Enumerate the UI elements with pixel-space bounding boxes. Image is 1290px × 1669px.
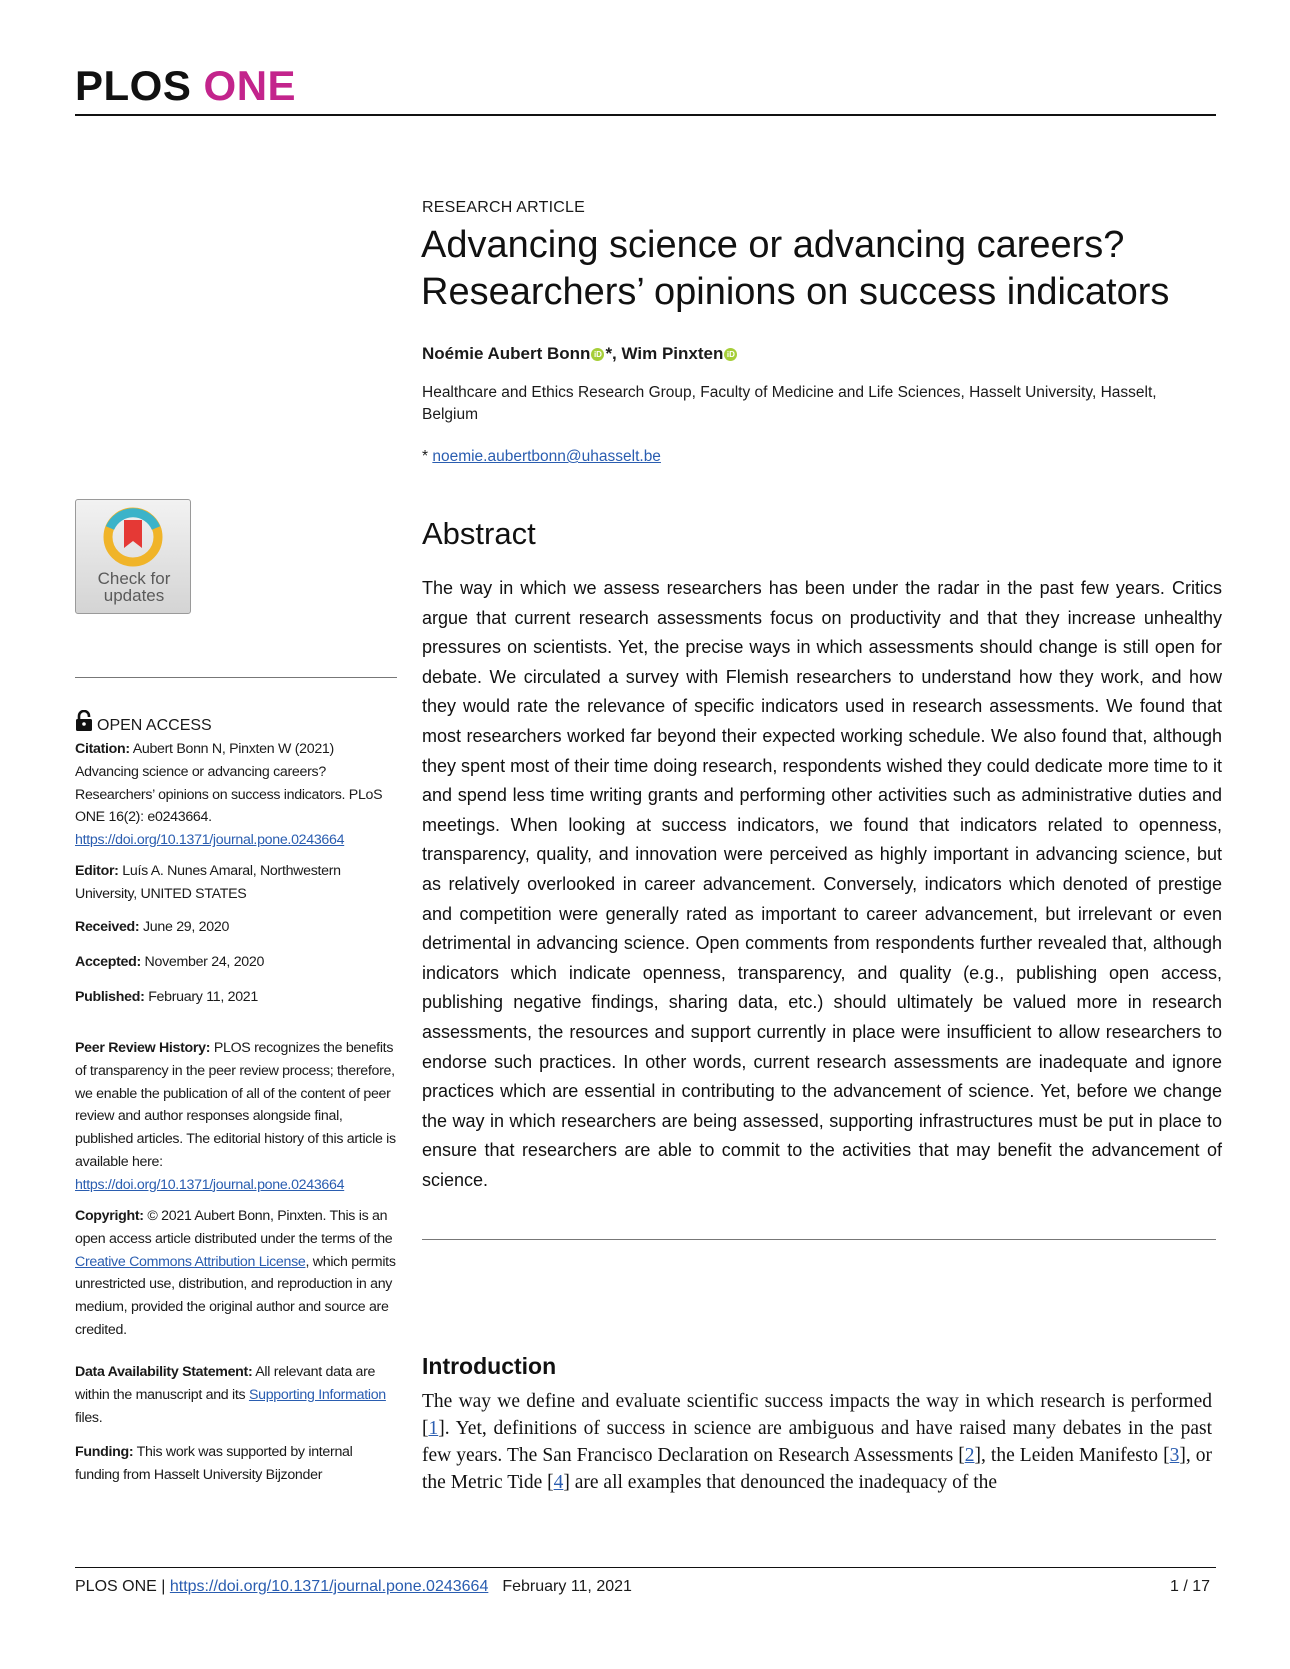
article-title: [421, 222, 1221, 316]
orcid-icon[interactable]: iD: [724, 348, 737, 361]
data-availability-text: All relevant data are within the manuscript and its: [75, 1364, 376, 1403]
peer-review-text: PLOS recognizes the benefits of transparency in the peer review process; therefore, we enable the publication of all of the content of peer review and author responses alongside final, published articles. The editorial history of this article is available here:: [75, 1040, 396, 1170]
published-date: February 11, 2021: [148, 989, 258, 1005]
corresponding-email: [422, 448, 661, 466]
abstract-heading: Abstract: [422, 516, 536, 551]
peer-review-label: Peer Review History:: [75, 1040, 211, 1056]
sidebar-divider: [75, 677, 397, 678]
abstract-body: The way in which we assess researchers has been under the radar in the past few years. Critics argue that current research assessments focus on productivity and that they increase unhealthy pressures on scientists. Yet, the precise ways in which assessments should change is still open for debate. We circulated a survey with Flemish researchers to understand how they work, and how they would rate the relevance of specific indicators used in research assessments. We found that most researchers worked far beyond their expected working schedule. We also found that, although they spent most of their time doing research, respondents wished they could dedicate more time to it and spend less time writing grants and performing other activities such as administrative duties and meetings. When looking at success indicators, we found that indicators related to openness, transparency, quality, and innovation were perceived as highly important in advancing science, but as relatively overlooked in career advancement. Conversely, indicators which denoted of prestige and competition were generally rated as important to career advancement, but irrelevant or even detrimental in advancing science. Open comments from respondents further revealed that, although indicators which indicate openness, transparency, and quality (e.g., publishing open access, publishing negative findings, sharing data, etc.) should ultimately be valued more in research assessments, the resources and support currently in place were insufficient to allow researchers to endorse such practices. In other words, current research assessments are inadequate and ignore practices which are essential in contributing to the advancement of science. Yet, before we change the way in which researchers are being assessed, supporting infrastructures must be put in place to ensure that researchers are able to commit to the activities that may benefit the advancement of science.: [422, 578, 1222, 1190]
intro-text: ] are all examples that denounced the inadequacy of the: [563, 1472, 998, 1493]
article-title-line1: Advancing science or advancing careers?: [421, 224, 1125, 266]
copyright-text: © 2021 Aubert Bonn, Pinxten. This is an open access article distributed under the terms of the: [75, 1208, 393, 1247]
badge-label: [76, 570, 192, 604]
intro-text: The way we define and evaluate scientific success impacts the way in which research is performed [: [422, 1391, 1212, 1439]
peer-review-block: [75, 1037, 400, 1197]
accepted-label: Accepted:: [75, 954, 141, 970]
funding-block: [75, 1441, 400, 1487]
received-label: Received:: [75, 919, 140, 935]
funding-text: This work was supported by internal funding from Hasselt University Bijzonder: [75, 1444, 353, 1483]
orcid-icon[interactable]: iD: [591, 348, 604, 361]
author-list: [422, 344, 738, 364]
supporting-information-link[interactable]: Supporting Information: [248, 1386, 386, 1403]
editor-block: [75, 860, 400, 906]
intro-text: ]. Yet, definitions of success in science are ambiguous and have raised many debates in the past few years. The San Francisco Declaration on Research Assessments [: [422, 1418, 1212, 1466]
citation-block: [75, 738, 400, 852]
journal-logo-part2: ONE: [203, 62, 297, 109]
data-availability-label: Data Availability Statement:: [75, 1364, 253, 1380]
introduction-body: [422, 1388, 1212, 1496]
page-footer: [75, 1578, 632, 1596]
abstract-divider: [422, 1239, 1216, 1240]
intro-text: ], the Leiden Manifesto [: [974, 1445, 1170, 1466]
journal-logo[interactable]: [75, 62, 296, 110]
reference-link[interactable]: 4: [553, 1472, 564, 1493]
funding-label: Funding:: [75, 1444, 134, 1460]
journal-logo-part1: PLOS: [75, 62, 192, 109]
copyright-block: [75, 1205, 400, 1342]
published-label: Published:: [75, 989, 145, 1005]
check-for-updates-badge[interactable]: [75, 499, 191, 614]
accepted-block: [75, 951, 400, 974]
email-marker: *: [422, 448, 433, 465]
footer-divider: [75, 1567, 1216, 1568]
footer-date: February 11, 2021: [502, 1578, 632, 1595]
editor-label: Editor:: [75, 863, 119, 879]
affiliation: Healthcare and Ethics Research Group, Faculty of Medicine and Life Sciences, Hasselt University, Hasselt, Belgium: [422, 384, 1157, 423]
citation-text: Aubert Bonn N, Pinxten W (2021) Advancing science or advancing careers? Researchers’ opinions on success indicators. PLoS ONE 16(2): e0243664.: [75, 741, 383, 826]
author-name[interactable]: Wim Pinxten: [621, 344, 724, 363]
reference-link[interactable]: 2: [964, 1445, 975, 1466]
badge-label-line1: Check for: [97, 569, 171, 588]
footer-journal: PLOS ONE |: [75, 1578, 170, 1595]
editor-text: Luís A. Nunes Amaral, Northwestern University, UNITED STATES: [75, 863, 341, 902]
article-title-line2: Researchers’ opinions on success indicators: [421, 271, 1170, 313]
copyright-text-cont: , which permits unrestricted use, distribution, and reproduction in any medium, provided the original author and source are credited.: [75, 1253, 396, 1338]
received-block: [75, 916, 400, 939]
author-name[interactable]: Noémie Aubert Bonn: [422, 344, 591, 363]
peer-review-link[interactable]: https://doi.org/10.1371/journal.pone.0243664: [75, 1176, 345, 1193]
crossmark-icon: [102, 506, 164, 568]
badge-label-line2: updates: [103, 586, 165, 605]
header-divider: [75, 114, 1216, 116]
email-link[interactable]: noemie.aubertbonn@uhasselt.be: [432, 448, 661, 465]
citation-doi-link[interactable]: https://doi.org/10.1371/journal.pone.0243664: [75, 832, 345, 849]
introduction-heading: Introduction: [422, 1353, 557, 1379]
accepted-date: November 24, 2020: [144, 954, 265, 970]
reference-link[interactable]: 1: [428, 1418, 439, 1439]
data-availability-text-cont: files.: [75, 1409, 103, 1426]
open-lock-icon: [75, 710, 93, 732]
intro-text: ], or the Metric Tide [: [422, 1445, 1212, 1493]
copyright-label: Copyright:: [75, 1208, 144, 1224]
data-availability-block: [75, 1361, 400, 1429]
corresponding-author-marker: *,: [605, 344, 622, 363]
reference-link[interactable]: 3: [1169, 1445, 1180, 1466]
page-number: 1 / 17: [1170, 1578, 1211, 1595]
footer-doi-link[interactable]: https://doi.org/10.1371/journal.pone.0243664: [169, 1578, 489, 1595]
published-block: [75, 986, 400, 1009]
open-access-label: [75, 710, 212, 735]
open-access-text: OPEN ACCESS: [97, 717, 212, 734]
license-link[interactable]: Creative Commons Attribution License: [75, 1253, 306, 1270]
citation-label: Citation:: [75, 741, 130, 757]
article-type: RESEARCH ARTICLE: [422, 199, 585, 216]
received-date: June 29, 2020: [143, 919, 230, 935]
